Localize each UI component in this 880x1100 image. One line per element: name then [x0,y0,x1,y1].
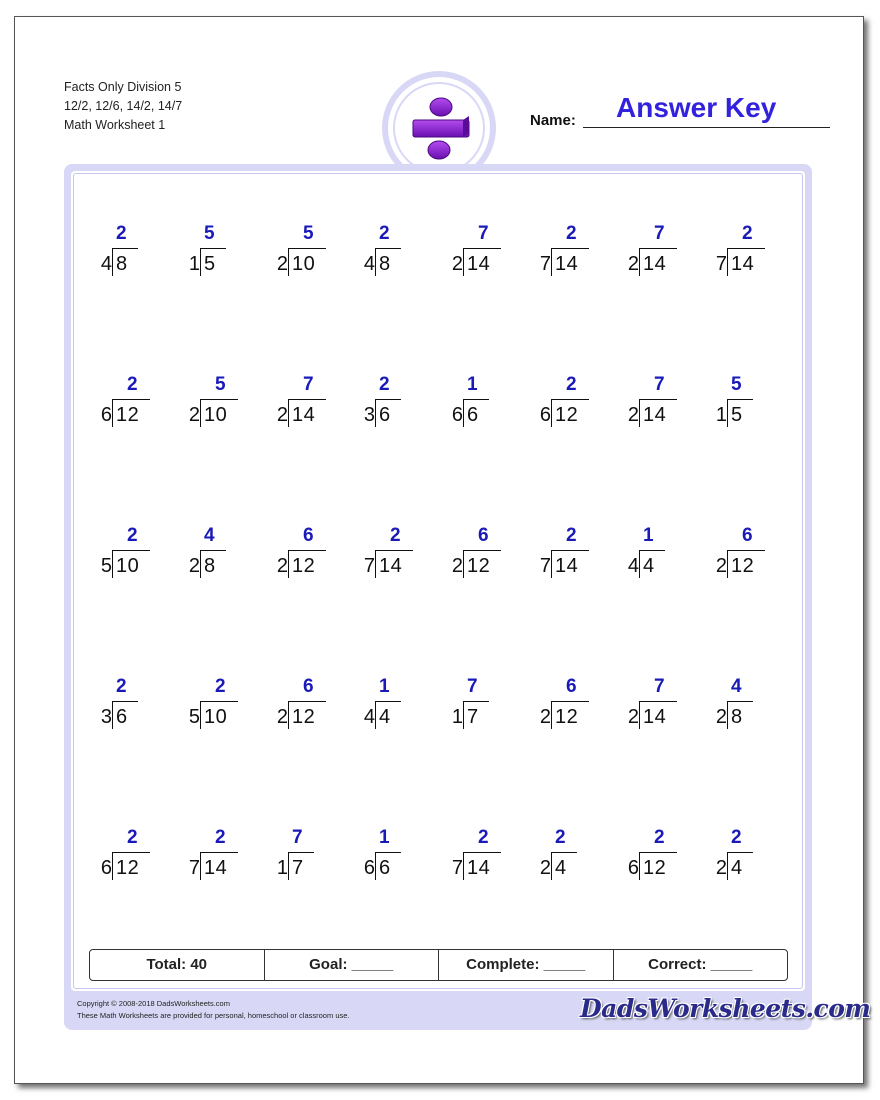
division-bar [639,399,677,400]
divisor: 2 [539,857,551,879]
dividend: 14 [467,857,491,879]
division-bar [288,399,326,400]
quotient-answer: 2 [742,223,753,244]
division-bracket [639,702,640,729]
score-total: Total: 40 [90,950,265,980]
quotient-answer: 2 [127,525,138,546]
division-bar [200,550,226,551]
divisor: 2 [715,555,727,577]
division-bracket [463,249,464,276]
divisor: 7 [188,857,200,879]
division-bracket [551,853,552,880]
dividend: 12 [555,404,579,426]
divisor: 2 [276,253,288,275]
quotient-answer: 2 [116,676,127,697]
quotient-answer: 2 [566,223,577,244]
quotient-answer: 5 [215,374,226,395]
division-bar [551,852,577,853]
name-label: Name: [530,112,576,129]
dividend: 10 [116,555,140,577]
division-bracket [463,400,464,427]
division-bar [463,399,489,400]
division-bar [551,550,589,551]
quotient-answer: 6 [566,676,577,697]
division-bracket [288,551,289,578]
division-bracket [200,400,201,427]
division-bracket [727,853,728,880]
division-bracket [551,249,552,276]
dividend: 6 [379,857,391,879]
division-bar [112,399,150,400]
division-bracket [727,249,728,276]
quotient-answer: 2 [390,525,401,546]
division-bar [375,550,413,551]
name-line [583,127,830,128]
dividend: 12 [292,706,316,728]
quotient-answer: 2 [215,676,226,697]
quotient-answer: 7 [478,223,489,244]
division-bar [727,399,753,400]
divisor: 7 [539,253,551,275]
quotient-answer: 7 [654,374,665,395]
division-bar [288,550,326,551]
divisor: 4 [363,253,375,275]
division-bar [551,701,589,702]
divisor: 2 [627,706,639,728]
division-bracket [288,249,289,276]
division-bracket [112,551,113,578]
division-bracket [375,702,376,729]
division-bracket [463,551,464,578]
quotient-answer: 2 [478,827,489,848]
division-bar [463,248,501,249]
dividend: 7 [467,706,479,728]
division-bar [288,248,326,249]
quotient-answer: 7 [467,676,478,697]
division-bar [200,399,238,400]
division-bracket [639,551,640,578]
division-bracket [727,400,728,427]
division-bar [375,852,401,853]
division-bar [463,852,501,853]
quotient-answer: 2 [566,525,577,546]
dividend: 10 [292,253,316,275]
division-bracket [288,853,289,880]
division-bar [639,852,677,853]
divisor: 3 [363,404,375,426]
quotient-answer: 5 [731,374,742,395]
divisor: 1 [188,253,200,275]
divisor: 7 [451,857,463,879]
division-bracket [639,249,640,276]
divisor: 6 [451,404,463,426]
dividend: 5 [731,404,743,426]
dividend: 8 [204,555,216,577]
dividend: 6 [116,706,128,728]
dividend: 12 [467,555,491,577]
divisor: 6 [100,857,112,879]
divisor: 7 [715,253,727,275]
quotient-answer: 4 [731,676,742,697]
divisor: 1 [715,404,727,426]
dividend: 6 [467,404,479,426]
divisor: 2 [715,706,727,728]
copyright-notice [77,998,350,1022]
division-bracket [639,400,640,427]
division-bar [639,550,665,551]
quotient-answer: 2 [555,827,566,848]
quotient-answer: 2 [566,374,577,395]
division-bracket [375,400,376,427]
quotient-answer: 2 [127,374,138,395]
dividend: 14 [467,253,491,275]
divisor: 2 [627,404,639,426]
dividend: 12 [292,555,316,577]
division-bracket [200,551,201,578]
division-bracket [288,702,289,729]
dividend: 14 [555,253,579,275]
score-goal[interactable]: Goal: _____ [265,950,440,980]
division-bracket [551,702,552,729]
score-bar [89,949,788,981]
dividend: 8 [379,253,391,275]
dividend: 14 [379,555,403,577]
dividend: 8 [116,253,128,275]
answer-key-text: Answer Key [616,92,777,123]
divisor: 2 [276,555,288,577]
divisor: 6 [627,857,639,879]
dividend: 10 [204,706,228,728]
divisor: 2 [188,404,200,426]
quotient-answer: 1 [379,827,390,848]
dividend: 4 [555,857,567,879]
division-bar [112,550,150,551]
usage-notice: These Math Worksheets are provided for personal, homeschool or classroom use. [77,1011,350,1020]
dividend: 12 [643,857,667,879]
dividend: 7 [292,857,304,879]
divisor: 5 [100,555,112,577]
divisor: 7 [539,555,551,577]
dividend: 5 [204,253,216,275]
dividend: 14 [292,404,316,426]
divisor: 2 [276,706,288,728]
division-bracket [727,702,728,729]
dividend: 12 [116,857,140,879]
division-bar [551,248,589,249]
division-bar [200,701,238,702]
divisor: 2 [451,253,463,275]
dividend: 14 [204,857,228,879]
quotient-answer: 1 [643,525,654,546]
quotient-answer: 2 [127,827,138,848]
quotient-answer: 1 [379,676,390,697]
division-bracket [112,249,113,276]
divisor: 6 [539,404,551,426]
dividend: 4 [379,706,391,728]
division-bar [463,701,489,702]
division-bar [551,399,589,400]
division-bracket [463,853,464,880]
division-bar [112,248,138,249]
divisor: 2 [276,404,288,426]
divisor: 3 [100,706,112,728]
divisor: 5 [188,706,200,728]
problem-frame [64,164,812,1030]
division-bar [375,248,401,249]
division-bar [727,248,765,249]
division-bar [375,399,401,400]
quotient-answer: 6 [478,525,489,546]
division-bar [639,248,677,249]
dividend: 4 [643,555,655,577]
division-bracket [375,249,376,276]
dividend: 4 [731,857,743,879]
division-bracket [112,400,113,427]
dividend: 8 [731,706,743,728]
dividend: 10 [204,404,228,426]
division-bar [288,701,326,702]
division-bracket [551,400,552,427]
divisor: 2 [627,253,639,275]
quotient-answer: 2 [379,223,390,244]
divisor: 7 [363,555,375,577]
division-bar [112,852,150,853]
dividend: 14 [731,253,755,275]
divisor: 2 [451,555,463,577]
division-bracket [112,853,113,880]
division-bracket [639,853,640,880]
worksheet-header [64,78,182,135]
divisor: 2 [188,555,200,577]
dividend: 6 [379,404,391,426]
divisor: 6 [100,404,112,426]
copyright-text: Copyright © 2008-2018 DadsWorksheets.com [77,999,230,1008]
divisor: 4 [100,253,112,275]
division-bracket [200,853,201,880]
quotient-answer: 7 [303,374,314,395]
score-correct[interactable]: Correct: _____ [648,956,753,973]
worksheet-title: Facts Only Division 5 [64,80,182,94]
worksheet-facts: 12/2, 12/6, 14/2, 14/7 [64,99,183,113]
divisor: 2 [539,706,551,728]
division-bar [200,852,238,853]
dividend: 12 [116,404,140,426]
divisor: 4 [627,555,639,577]
division-bar [463,550,501,551]
quotient-answer: 6 [303,676,314,697]
division-bar [727,852,753,853]
quotient-answer: 6 [303,525,314,546]
quotient-answer: 5 [204,223,215,244]
division-bracket [727,551,728,578]
divisor: 6 [363,857,375,879]
dividend: 14 [643,706,667,728]
division-bracket [375,853,376,880]
division-bracket [463,702,464,729]
division-bar [727,701,753,702]
division-bar [375,701,401,702]
dividend: 14 [555,555,579,577]
division-bracket [200,702,201,729]
quotient-answer: 2 [116,223,127,244]
quotient-answer: 2 [731,827,742,848]
quotient-answer: 7 [654,676,665,697]
dividend: 14 [643,404,667,426]
quotient-answer: 5 [303,223,314,244]
dividend: 12 [555,706,579,728]
quotient-answer: 7 [292,827,303,848]
worksheet-number: Math Worksheet 1 [64,118,166,132]
division-bar [288,852,314,853]
quotient-answer: 2 [379,374,390,395]
division-bracket [375,551,376,578]
score-complete[interactable]: Complete: _____ [439,950,614,980]
division-bracket [112,702,113,729]
division-bracket [551,551,552,578]
divisor: 4 [363,706,375,728]
division-bar [200,248,226,249]
division-bar [639,701,677,702]
division-bar [112,701,138,702]
division-bar [727,550,765,551]
quotient-answer: 7 [654,223,665,244]
division-bracket [200,249,201,276]
quotient-answer: 1 [467,374,478,395]
quotient-answer: 6 [742,525,753,546]
divisor: 2 [715,857,727,879]
quotient-answer: 4 [204,525,215,546]
division-bracket [288,400,289,427]
quotient-answer: 2 [215,827,226,848]
dividend: 12 [731,555,755,577]
dadsworksheets-logo[interactable]: DadsWorksheets.com [580,994,871,1023]
quotient-answer: 2 [654,827,665,848]
dividend: 14 [643,253,667,275]
divisor: 1 [276,857,288,879]
divisor: 1 [451,706,463,728]
name-field[interactable] [530,92,830,128]
